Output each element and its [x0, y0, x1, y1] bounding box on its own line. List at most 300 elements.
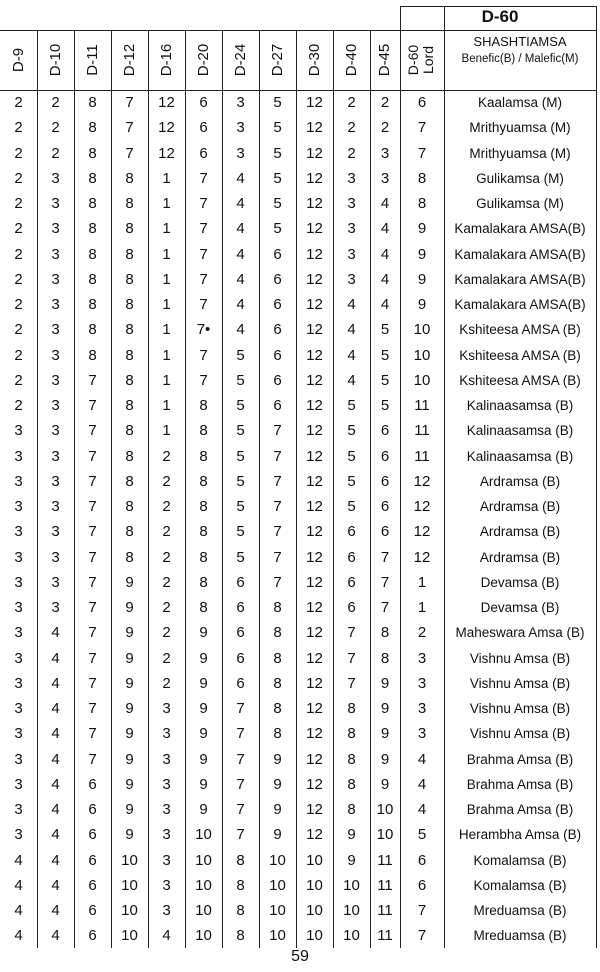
cell-shashtiamsa-name: Devamsa (B)	[480, 574, 560, 590]
cell-shashtiamsa-name: Ardramsa (B)	[479, 499, 561, 514]
cell-d-10: 3	[51, 220, 60, 238]
cell-d-24: 5	[236, 523, 245, 541]
cell-shashtiamsa-name: Komalamsa (B)	[473, 877, 567, 893]
cell-d-9: 2	[14, 119, 23, 137]
cell-d-16: 1	[162, 169, 171, 187]
cell-d-24: 5	[236, 371, 245, 389]
cell-d-27: 5	[273, 144, 282, 162]
cell-d-30: 12	[306, 195, 323, 212]
cell-shashtiamsa-name: Mreduamsa (B)	[473, 928, 567, 944]
cell-d60-lord: 3	[417, 649, 427, 667]
cell-d60-lord: 10	[413, 321, 431, 339]
cell-d-12: 9	[125, 674, 134, 692]
cell-d-30: 12	[306, 119, 323, 137]
cell-d-11: 7	[88, 498, 97, 515]
cell-d60-lord: 8	[417, 195, 427, 212]
cell-d-30: 12	[306, 573, 323, 591]
cell-d60-lord: 4	[417, 775, 427, 793]
cell-d-9: 3	[14, 700, 23, 717]
cell-d-20: 8	[199, 523, 208, 541]
cell-shashtiamsa-name: Kshiteesa AMSA (B)	[459, 347, 581, 363]
cell-d-10: 4	[51, 826, 60, 844]
cell-d60-lord: 12	[413, 498, 431, 515]
cell-d-9: 2	[14, 144, 23, 162]
cell-d-11: 8	[88, 245, 97, 263]
cell-d-12: 8	[125, 472, 134, 490]
cell-d-27: 7	[273, 523, 282, 541]
cell-d-10: 2	[51, 144, 60, 162]
cell-d-9: 3	[14, 422, 23, 440]
column-header-d-45: D-45	[376, 43, 393, 77]
cell-d-45: 6	[380, 422, 390, 440]
cell-d-20: 8	[199, 599, 208, 616]
cell-d-16: 12	[158, 119, 175, 137]
column-header-d-10: D-10	[46, 43, 64, 77]
cell-d-12: 8	[125, 523, 134, 541]
cell-d-27: 8	[273, 725, 282, 743]
cell-d-45: 11	[377, 902, 393, 919]
cell-d-11: 8	[88, 119, 97, 137]
column-divider	[596, 6, 597, 948]
cell-d-11: 7	[88, 624, 97, 642]
cell-d-27: 8	[273, 674, 282, 692]
cell-d-11: 8	[88, 220, 97, 238]
cell-d-45: 9	[380, 700, 390, 717]
cell-d-16: 2	[162, 649, 171, 667]
cell-d-11: 7	[88, 725, 97, 743]
cell-d-10: 3	[51, 422, 60, 440]
cell-d60-lord: 6	[417, 851, 427, 869]
cell-d60-lord: 1	[417, 599, 427, 616]
cell-shashtiamsa-name: Kalinaasamsa (B)	[466, 448, 574, 464]
cell-d-30: 12	[306, 422, 323, 440]
cell-d-20: 8	[199, 498, 208, 515]
cell-d-27: 8	[273, 649, 282, 667]
cell-d-24: 6	[236, 649, 245, 667]
cell-d-12: 7	[125, 144, 134, 162]
cell-shashtiamsa-name: Devamsa (B)	[480, 600, 560, 615]
cell-d-40: 6	[347, 548, 356, 566]
cell-shashtiamsa-name: Kalinaasamsa (B)	[466, 398, 574, 413]
cell-d-30: 12	[306, 472, 323, 490]
cell-d-20: 7•	[196, 321, 211, 339]
cell-d-9: 2	[14, 321, 23, 339]
cell-d60-lord: 10	[413, 371, 431, 389]
cell-d-9: 2	[14, 371, 23, 389]
cell-d-27: 7	[273, 548, 282, 566]
cell-d-20: 7	[199, 346, 208, 364]
cell-shashtiamsa-name: Vishnu Amsa (B)	[469, 701, 571, 716]
cell-d-24: 8	[236, 927, 245, 945]
cell-d-12: 8	[125, 397, 134, 414]
cell-d-45: 11	[377, 876, 393, 894]
cell-d-12: 8	[125, 548, 134, 566]
cell-d-45: 10	[376, 801, 394, 818]
cell-d-45: 7	[380, 548, 390, 566]
cell-d-24: 5	[236, 472, 245, 490]
cell-d-10: 3	[51, 472, 60, 490]
page-number: 59	[291, 948, 309, 965]
cell-shashtiamsa-name: Mrithyuamsa (M)	[469, 120, 571, 136]
cell-d-11: 7	[88, 397, 97, 414]
cell-d-16: 3	[162, 826, 171, 844]
cell-d-27: 6	[273, 321, 282, 339]
cell-d-10: 3	[51, 371, 60, 389]
cell-d-45: 5	[380, 346, 390, 364]
cell-d-24: 4	[236, 220, 245, 238]
cell-shashtiamsa-name: Kaalamsa (M)	[477, 95, 563, 110]
cell-d-12: 8	[125, 220, 134, 238]
cell-d-45: 4	[380, 245, 390, 263]
cell-d-12: 9	[125, 750, 134, 768]
cell-d-16: 1	[162, 270, 171, 288]
cell-d-20: 7	[199, 220, 208, 238]
cell-d-10: 3	[51, 447, 60, 465]
cell-shashtiamsa-name: Kamalakara AMSA(B)	[454, 246, 586, 262]
cell-d-12: 8	[125, 321, 134, 339]
cell-d-9: 2	[14, 169, 23, 187]
cell-d-30: 12	[306, 750, 323, 768]
cell-d-20: 9	[199, 649, 208, 667]
cell-d-30: 12	[306, 624, 323, 642]
cell-d-9: 3	[14, 573, 23, 591]
cell-d-12: 7	[125, 119, 134, 137]
column-header-d-40: D-40	[342, 43, 360, 77]
cell-d-20: 9	[199, 750, 208, 768]
cell-d-12: 8	[125, 422, 134, 440]
cell-d-16: 1	[162, 346, 171, 364]
cell-d-9: 4	[14, 902, 23, 919]
cell-d-20: 10	[195, 851, 212, 869]
cell-d-9: 4	[14, 927, 23, 945]
cell-d-45: 6	[380, 447, 390, 465]
cell-d-30: 12	[306, 144, 323, 162]
cell-d60-lord: 3	[417, 674, 427, 692]
cell-d-9: 4	[14, 876, 23, 894]
cell-d-45: 5	[380, 321, 390, 339]
column-header-d-16: D-16	[157, 43, 175, 77]
cell-d-10: 4	[51, 700, 60, 717]
cell-d-11: 6	[88, 927, 97, 945]
cell-d-10: 3	[51, 573, 60, 591]
cell-d-16: 1	[162, 245, 171, 263]
cell-d-30: 12	[306, 674, 323, 692]
cell-d-30: 12	[306, 523, 323, 541]
cell-d-27: 6	[273, 397, 282, 414]
cell-d-30: 12	[306, 498, 323, 515]
cell-shashtiamsa-name: Kamalakara AMSA(B)	[454, 297, 586, 312]
cell-d-16: 2	[162, 548, 171, 566]
cell-d-16: 2	[162, 498, 171, 515]
cell-d-11: 6	[88, 876, 97, 894]
cell-d-40: 10	[343, 927, 360, 945]
cell-d60-lord: 2	[417, 624, 427, 642]
cell-d-40: 6	[347, 599, 356, 616]
cell-d-10: 2	[51, 94, 60, 111]
cell-d-27: 7	[273, 447, 282, 465]
cell-d-11: 7	[88, 371, 97, 389]
cell-d-9: 2	[14, 94, 23, 111]
cell-shashtiamsa-name: Kamalakara AMSA(B)	[454, 221, 586, 237]
cell-d-27: 7	[273, 498, 282, 515]
cell-d-40: 8	[347, 775, 356, 793]
cell-d-10: 3	[51, 169, 60, 187]
cell-d-45: 3	[380, 144, 390, 162]
cell-d-40: 5	[347, 498, 356, 515]
cell-d60-lord: 11	[414, 397, 430, 414]
cell-d-30: 12	[306, 447, 323, 465]
cell-d-45: 3	[380, 169, 390, 187]
cell-d-10: 3	[51, 346, 60, 364]
column-header-d-30: D-30	[305, 43, 323, 77]
cell-d-9: 2	[14, 346, 23, 364]
cell-d-30: 12	[306, 270, 323, 288]
cell-d-12: 10	[121, 876, 138, 894]
cell-d-40: 8	[347, 725, 356, 743]
cell-d-27: 9	[273, 775, 282, 793]
cell-d60-lord: 12	[413, 523, 431, 541]
cell-d-16: 3	[162, 902, 171, 919]
cell-shashtiamsa-name: Vishnu Amsa (B)	[469, 726, 571, 742]
cell-d-9: 3	[14, 498, 23, 515]
cell-d-40: 4	[347, 346, 356, 364]
cell-d-30: 12	[306, 775, 323, 793]
cell-d-27: 5	[273, 195, 282, 212]
cell-d-30: 10	[306, 902, 323, 919]
cell-d-27: 8	[273, 599, 282, 616]
cell-d-12: 8	[125, 371, 134, 389]
cell-d-9: 2	[14, 245, 23, 263]
cell-d-27: 10	[269, 876, 286, 894]
cell-d-10: 4	[51, 851, 60, 869]
cell-d-12: 8	[125, 498, 134, 515]
cell-d-12: 8	[125, 346, 134, 364]
cell-d-10: 4	[51, 927, 60, 945]
cell-d-11: 8	[88, 321, 97, 339]
cell-d-40: 10	[343, 876, 360, 894]
cell-d-40: 7	[347, 649, 356, 667]
cell-d-24: 8	[236, 902, 245, 919]
cell-d-12: 9	[125, 700, 134, 717]
cell-d-45: 2	[380, 119, 390, 137]
d60-group-title: D-60	[481, 7, 519, 26]
cell-d-10: 3	[51, 548, 60, 566]
cell-d-45: 2	[380, 94, 390, 111]
cell-d-12: 10	[121, 927, 138, 945]
cell-d-30: 10	[306, 876, 323, 894]
cell-d-30: 12	[306, 801, 323, 818]
cell-d-24: 6	[236, 674, 245, 692]
cell-d-40: 3	[347, 270, 356, 288]
cell-d-9: 3	[14, 649, 23, 667]
cell-d-20: 6	[199, 144, 208, 162]
cell-d-11: 7	[88, 750, 97, 768]
cell-d-27: 6	[273, 371, 282, 389]
column-header-d-12: D-12	[120, 43, 138, 77]
cell-d-40: 5	[347, 422, 356, 440]
cell-d-40: 5	[347, 447, 356, 465]
cell-d-30: 12	[306, 296, 323, 313]
cell-d-24: 3	[236, 144, 245, 162]
cell-d-9: 2	[14, 296, 23, 313]
cell-shashtiamsa-name: Kshiteesa AMSA (B)	[459, 372, 581, 388]
cell-d60-lord: 9	[417, 296, 427, 313]
cell-shashtiamsa-name: Brahma Amsa (B)	[466, 776, 574, 792]
cell-d-27: 6	[273, 245, 282, 263]
cell-shashtiamsa-name: Maheswara Amsa (B)	[455, 625, 585, 641]
cell-d-10: 4	[51, 876, 60, 894]
cell-shashtiamsa-name: Kalinaasamsa (B)	[466, 423, 574, 439]
cell-d-10: 2	[51, 119, 60, 137]
cell-d-16: 3	[162, 851, 171, 869]
cell-d-27: 9	[273, 750, 282, 768]
cell-d-20: 10	[195, 826, 212, 844]
cell-d-10: 3	[51, 245, 60, 263]
cell-d-45: 10	[376, 826, 394, 844]
cell-d-16: 3	[162, 750, 171, 768]
cell-d-20: 9	[199, 700, 208, 717]
cell-d-24: 7	[236, 801, 245, 818]
cell-d-12: 8	[125, 447, 134, 465]
cell-d-12: 9	[125, 649, 134, 667]
cell-d-16: 1	[162, 220, 171, 238]
cell-d-30: 12	[306, 725, 323, 743]
cell-d-20: 7	[199, 270, 208, 288]
cell-d60-lord: 12	[413, 472, 431, 490]
title-top-rule	[400, 6, 596, 7]
cell-d-16: 3	[162, 775, 171, 793]
cell-d-24: 8	[236, 851, 245, 869]
cell-d-24: 5	[236, 548, 245, 566]
cell-d-9: 2	[14, 270, 23, 288]
cell-d-16: 3	[162, 700, 171, 717]
cell-d-27: 5	[273, 169, 282, 187]
cell-d-16: 1	[162, 321, 171, 339]
cell-d-16: 2	[162, 674, 171, 692]
cell-d-27: 6	[273, 270, 282, 288]
cell-d-45: 4	[380, 220, 390, 238]
cell-d60-lord: 3	[417, 725, 427, 743]
cell-d-24: 5	[236, 422, 245, 440]
cell-d-20: 9	[199, 624, 208, 642]
cell-d-40: 6	[347, 573, 356, 591]
cell-d-45: 6	[380, 472, 390, 490]
cell-d-20: 9	[199, 674, 208, 692]
cell-d-16: 4	[162, 927, 171, 945]
cell-d-11: 6	[88, 775, 97, 793]
cell-d-45: 11	[377, 851, 393, 869]
cell-d-24: 8	[236, 876, 245, 894]
cell-d-24: 7	[236, 700, 245, 717]
cell-d-9: 2	[14, 195, 23, 212]
cell-d-20: 6	[199, 119, 208, 137]
cell-d-45: 9	[380, 674, 390, 692]
cell-d-24: 7	[236, 826, 245, 844]
cell-d-40: 4	[347, 296, 356, 313]
cell-d-40: 9	[347, 851, 356, 869]
cell-d-40: 8	[347, 750, 356, 768]
cell-d-9: 3	[14, 523, 23, 541]
cell-d-9: 3	[14, 472, 23, 490]
cell-d-11: 6	[88, 801, 97, 818]
cell-d-10: 4	[51, 624, 60, 642]
cell-d-11: 8	[88, 195, 97, 212]
cell-d-12: 8	[125, 169, 134, 187]
cell-d-10: 3	[51, 195, 60, 212]
cell-d-10: 4	[51, 775, 60, 793]
cell-d-27: 5	[273, 94, 282, 111]
cell-d-24: 7	[236, 750, 245, 768]
cell-d-12: 7	[125, 94, 134, 111]
cell-d60-lord: 3	[417, 700, 427, 717]
cell-d-9: 3	[14, 624, 23, 642]
cell-d-11: 7	[88, 523, 97, 541]
cell-d-30: 12	[306, 700, 323, 717]
column-header-d-27: D-27	[268, 43, 286, 77]
cell-d-40: 4	[347, 321, 356, 339]
cell-d-20: 8	[199, 548, 208, 566]
cell-d-10: 3	[51, 498, 60, 515]
cell-d60-lord: 4	[417, 750, 427, 768]
cell-d-12: 9	[125, 725, 134, 743]
cell-shashtiamsa-name: Brahma Amsa (B)	[466, 802, 574, 817]
cell-d-40: 3	[347, 245, 356, 263]
cell-shashtiamsa-name: Ardramsa (B)	[479, 473, 561, 489]
cell-shashtiamsa-name: Mreduamsa (B)	[473, 903, 567, 918]
cell-d-10: 4	[51, 674, 60, 692]
cell-d-16: 3	[162, 801, 171, 818]
cell-d-30: 12	[306, 397, 323, 414]
cell-d-45: 8	[380, 649, 390, 667]
cell-d-30: 12	[306, 548, 323, 566]
cell-d-45: 7	[380, 599, 390, 616]
cell-d-27: 7	[273, 573, 282, 591]
shashtiamsa-title: SHASHTIAMSA	[473, 34, 567, 49]
cell-d-11: 8	[88, 270, 97, 288]
cell-d-45: 5	[380, 371, 390, 389]
cell-d-27: 9	[273, 801, 282, 818]
cell-d-27: 6	[273, 346, 282, 364]
cell-d-40: 4	[347, 371, 356, 389]
cell-d-20: 8	[199, 472, 208, 490]
cell-d-11: 8	[88, 296, 97, 313]
cell-d-30: 10	[306, 927, 323, 945]
cell-d-27: 10	[269, 851, 286, 869]
cell-d-11: 8	[88, 144, 97, 162]
cell-d60-lord: 4	[417, 801, 427, 818]
cell-d-40: 8	[347, 700, 356, 717]
cell-d-30: 12	[306, 169, 323, 187]
cell-d60-lord: 7	[417, 902, 427, 919]
cell-d-11: 7	[88, 447, 97, 465]
cell-d-9: 3	[14, 801, 23, 818]
column-header-d60-lord: D-60 Lord	[405, 44, 436, 76]
cell-d-40: 6	[347, 523, 356, 541]
cell-d-45: 5	[380, 397, 390, 414]
cell-d-10: 3	[51, 321, 60, 339]
column-header-d-9: D-9	[9, 47, 27, 73]
cell-shashtiamsa-name: Vishnu Amsa (B)	[469, 650, 571, 666]
cell-d-9: 3	[14, 447, 23, 465]
cell-d-45: 9	[380, 750, 390, 768]
cell-d-27: 7	[273, 472, 282, 490]
cell-d60-lord: 1	[417, 573, 427, 591]
cell-d-20: 8	[199, 422, 208, 440]
cell-d-20: 10	[195, 902, 212, 919]
cell-d-12: 8	[125, 296, 134, 313]
cell-shashtiamsa-name: Gulikamsa (M)	[476, 196, 564, 211]
cell-d-12: 10	[121, 851, 138, 869]
